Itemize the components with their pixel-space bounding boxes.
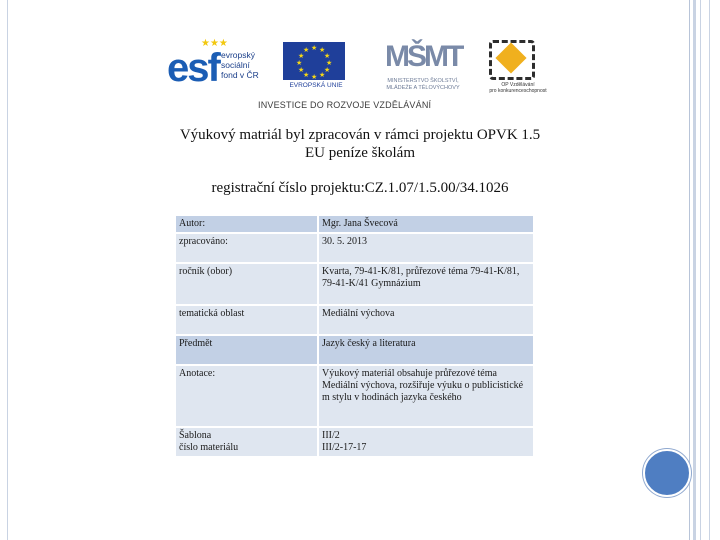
table-row bbox=[175, 305, 534, 335]
msmt-caption-line: MLÁDEŽE A TĚLOVÝCHOVY bbox=[386, 85, 460, 91]
row-label: Anotace: bbox=[175, 365, 318, 427]
table-row bbox=[175, 427, 534, 457]
msmt-caption-line: MINISTERSTVO ŠKOLSTVÍ, bbox=[387, 78, 459, 84]
op-caption-line: pro konkurenceschopnost bbox=[489, 88, 547, 94]
label-line: Šablona bbox=[179, 430, 212, 441]
op-logo bbox=[483, 38, 545, 96]
eu-caption: EVROPSKÁ UNIE bbox=[289, 82, 343, 89]
info-table bbox=[174, 214, 535, 458]
slogan: INVESTICE DO ROZVOJE VZDĚLÁVÁNÍ bbox=[258, 100, 432, 110]
row-label bbox=[175, 427, 318, 457]
decorative-circle bbox=[643, 449, 691, 497]
label-line: číslo materiálu bbox=[179, 442, 239, 453]
table-row bbox=[175, 263, 534, 305]
row-value: Kvarta, 79-41-K/81, průřezové téma 79-41-K/81, 79-41-K/41 Gymnázium bbox=[318, 263, 534, 305]
op-caption-line: OP Vzdělávání bbox=[501, 82, 535, 88]
esf-line: evropský bbox=[221, 50, 256, 60]
row-value bbox=[318, 427, 534, 457]
heading-line: EU peníze školám bbox=[305, 145, 415, 161]
esf-mark: esf bbox=[167, 46, 219, 90]
row-label: ročník (obor) bbox=[175, 263, 318, 305]
row-value: Jazyk český a literatura bbox=[318, 335, 534, 365]
right-border-decoration bbox=[689, 0, 720, 540]
table-row bbox=[175, 365, 534, 427]
registration-number: registrační číslo projektu:CZ.1.07/1.5.00/34.1026 bbox=[211, 180, 509, 196]
table-row bbox=[175, 215, 534, 233]
heading-line: Výukový matriál byl zpracován v rámci projektu OPVK 1.5 bbox=[179, 127, 541, 143]
eu-flag-icon: ★ ★ ★ ★ ★ ★ ★ ★ ★ ★ ★ ★ bbox=[283, 42, 345, 80]
table-row bbox=[175, 335, 534, 365]
star-icons: ★★★ bbox=[201, 38, 228, 49]
row-label: Autor: bbox=[175, 215, 318, 233]
table-row bbox=[175, 233, 534, 263]
row-label: tematická oblast bbox=[175, 305, 318, 335]
row-label: zpracováno: bbox=[175, 233, 318, 263]
eu-logo bbox=[281, 38, 347, 96]
esf-logo bbox=[165, 38, 275, 96]
row-value: Výukový materiál obsahuje průřezové téma Mediální výchova, rozšiřuje výuku o publicistické m stylu v hodinách jazyka českého bbox=[318, 365, 534, 427]
msmt-mark: MŠMT bbox=[385, 40, 462, 73]
msmt-logo bbox=[377, 38, 467, 96]
value-line: III/2-17-17 bbox=[322, 442, 367, 453]
row-value: Mgr. Jana Švecová bbox=[318, 215, 534, 233]
row-label: Předmět bbox=[175, 335, 318, 365]
project-heading bbox=[120, 126, 600, 162]
row-value: 30. 5. 2013 bbox=[318, 233, 534, 263]
left-border-line bbox=[7, 0, 8, 540]
op-mark-icon bbox=[489, 40, 535, 80]
row-value: Mediální výchova bbox=[318, 305, 534, 335]
value-line: III/2 bbox=[322, 430, 340, 441]
esf-line: fond v ČR bbox=[221, 70, 259, 80]
esf-line: sociální bbox=[221, 60, 250, 70]
